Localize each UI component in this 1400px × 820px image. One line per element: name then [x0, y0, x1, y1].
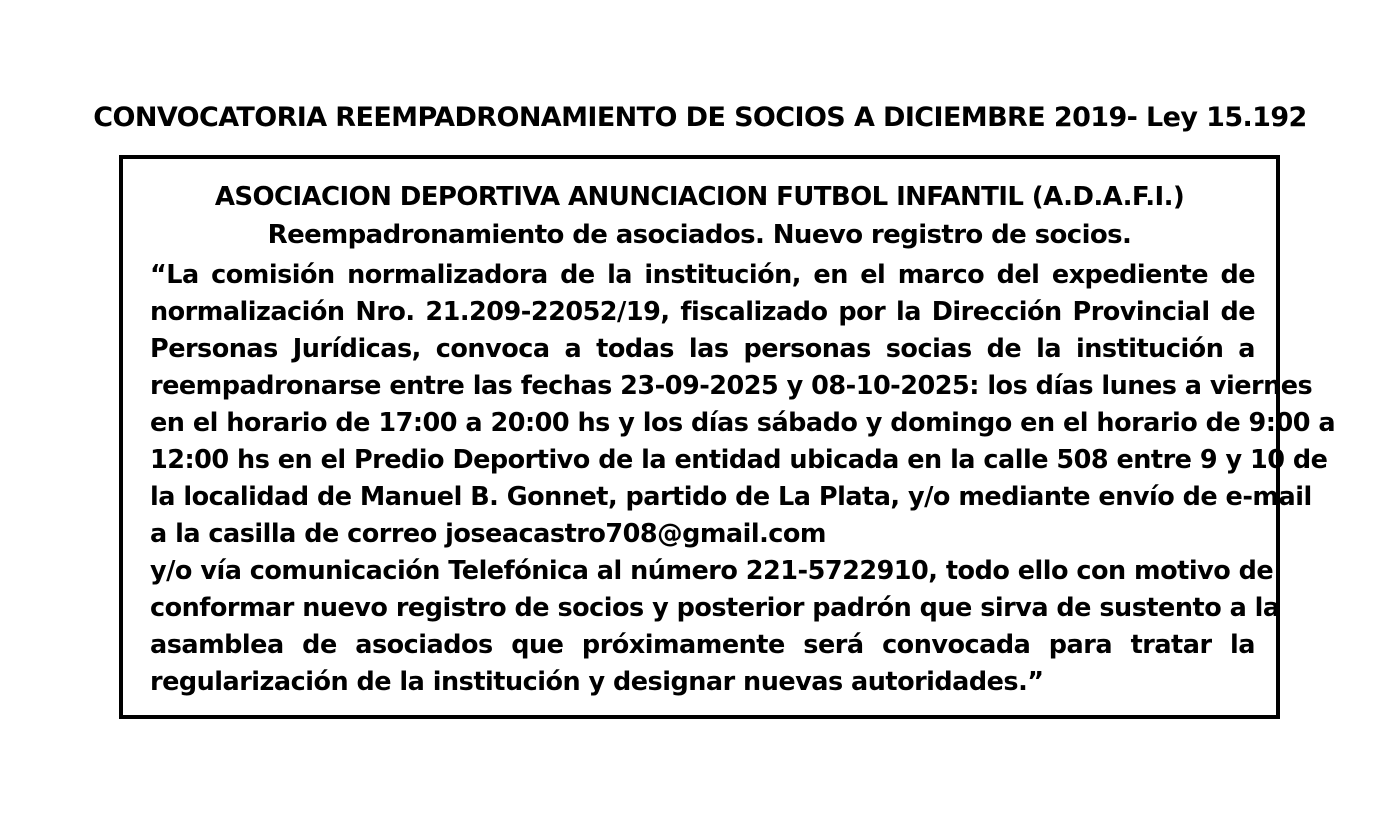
body-line: “La comisión normalizadora de la institución, en el marco del expediente de	[150, 260, 1255, 290]
notice-subtitle: Reempadronamiento de asociados. Nuevo registro de socios.	[267, 220, 1132, 250]
body-line-closing: regularización de la institución y designar nuevas autoridades.”	[150, 667, 1044, 697]
body-line: en el horario de 17:00 a 20:00 hs y los días sábado y domingo en el horario de 9:00 a	[150, 408, 1336, 438]
notice-box	[119, 155, 1336, 719]
notice-body	[150, 257, 1336, 701]
body-line: Personas Jurídicas, convoca a todas las personas socias de la institución a	[150, 334, 1255, 364]
document-title: CONVOCATORIA REEMPADRONAMIENTO DE SOCIOS A DICIEMBRE 2019- Ley 15.192	[93, 102, 1307, 133]
body-line: normalización Nro. 21.209-22052/19, fiscalizado por la Dirección Provincial de	[150, 297, 1255, 327]
body-line: conformar nuevo registro de socios y posterior padrón que sirva de sustento a la	[150, 593, 1280, 623]
body-line: 12:00 hs en el Predio Deportivo de la entidad ubicada en la calle 508 entre 9 y 10 de	[150, 445, 1328, 475]
body-line: reempadronarse entre las fechas 23-09-2025 y 08-10-2025: los días lunes a viernes	[150, 371, 1313, 401]
body-line-email: a la casilla de correo joseacastro708@gmail.com	[150, 519, 826, 549]
body-line: asamblea de asociados que próximamente será convocada para tratar la	[150, 630, 1255, 660]
body-line: y/o vía comunicación Telefónica al número 221-5722910, todo ello con motivo de	[150, 556, 1274, 586]
organization-name: ASOCIACION DEPORTIVA ANUNCIACION FUTBOL INFANTIL (A.D.A.F.I.)	[214, 182, 1185, 212]
body-line: la localidad de Manuel B. Gonnet, partido de La Plata, y/o mediante envío de e-mail	[150, 482, 1312, 512]
